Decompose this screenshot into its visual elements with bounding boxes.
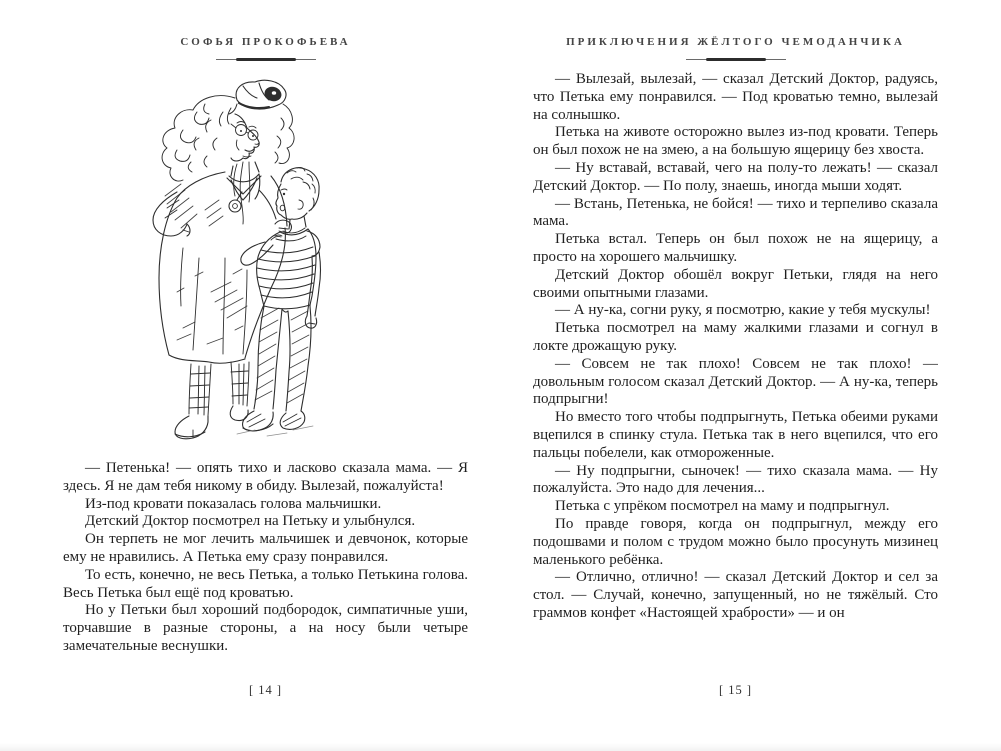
page-15 bbox=[533, 36, 938, 712]
page-number-right: [ 15 ] bbox=[718, 683, 753, 697]
paragraph: — Отлично, отлично! — сказал Детский Доктор и сел за стол. — Случай, конечно, запущенный, но не тяжёлый. Сто граммов конфет «Настоящей храбрости» — и он bbox=[533, 569, 938, 621]
running-head-title: ПРИКЛЮЧЕНИЯ ЖЁЛТОГО ЧЕМОДАНЧИКА bbox=[566, 36, 905, 48]
paragraph: — Ну вставай, вставай, чего на полу-то лежать! — сказал Детский Доктор. — По полу, знаешь, иногда мыши ходят. bbox=[533, 159, 938, 194]
paragraph: Он терпеть не мог лечить мальчишек и девчонок, которые ему не нравились. А Петька ему сразу понравился. bbox=[63, 531, 468, 565]
header-swelled-rule bbox=[686, 57, 786, 62]
left-page-text bbox=[63, 460, 468, 694]
paragraph: — Совсем не так плохо! Совсем не так плохо! — довольным голосом сказал Детский Доктор. — А ну-ка, теперь подпрыгни! bbox=[533, 355, 938, 408]
doctor-figure bbox=[153, 80, 294, 439]
paragraph: — А ну-ка, согни руку, я посмотрю, какие у тебя мускулы! bbox=[555, 302, 931, 319]
right-page-text bbox=[533, 71, 938, 689]
paragraph: — Вылезай, вылезай, — сказал Детский Доктор, радуясь, что Петька ему понравился. — Под кроватью темно, вылезай на солнышко. bbox=[533, 71, 938, 123]
illustration-block bbox=[63, 62, 468, 460]
page-bottom-shade bbox=[0, 743, 1001, 751]
paragraph: Петька посмотрел на маму жалкими глазами и согнул в локте дрожащую руку. bbox=[533, 320, 938, 354]
paragraph: Детский Доктор посмотрел на Петьку и улыбнулся. bbox=[85, 513, 416, 530]
paragraph: Из-под кровати показалась голова мальчишки. bbox=[85, 495, 382, 512]
paragraph: Петька с упрёком посмотрел на маму и подпрыгнул. bbox=[555, 498, 890, 515]
paragraph: Петька на животе осторожно вылез из-под кровати. Теперь он был похож не на змею, а на большую ящерицу без хвоста. bbox=[533, 124, 938, 159]
paragraph: Но у Петьки был хороший подбородок, симпатичные уши, торчавшие в разные стороны, а на носу были четыре замечательные веснушки. bbox=[63, 602, 468, 654]
page-number-left: [ 14 ] bbox=[248, 683, 283, 697]
paragraph: — Петенька! — опять тихо и ласково сказала мама. — Я здесь. Я не дам тебя никому в обиду. Вылезай, пожалуйста! bbox=[63, 460, 468, 494]
doctor-and-boy-illustration bbox=[147, 78, 347, 450]
page-14 bbox=[63, 36, 468, 712]
paragraph: Детский Доктор обошёл вокруг Петьки, глядя на него своими опытными глазами. bbox=[533, 266, 938, 301]
paragraph: — Встань, Петенька, не бойся! — тихо и терпеливо сказала мама. bbox=[533, 195, 938, 230]
paragraph: По правде говоря, когда он подпрыгнул, между его подошвами и полом с трудом можно было просунуть мизинец маленького ребёнка. bbox=[533, 515, 938, 568]
paragraph: Но вместо того чтобы подпрыгнуть, Петька обеими руками вцепился в спинку стула. Петька так в него вцепился, что его пальцы побелели, как отмороженные. bbox=[533, 409, 938, 461]
paragraph: — Ну подпрыгни, сыночек! — тихо сказала мама. — Ну пожалуйста. Это надо для лечения... bbox=[533, 462, 938, 497]
paragraph: Петька встал. Теперь он был похож не на ящерицу, а просто на хорошего мальчишку. bbox=[533, 231, 938, 265]
running-head-author: СОФЬЯ ПРОКОФЬЕВА bbox=[180, 36, 351, 48]
paragraph: То есть, конечно, не весь Петька, а только Петькина голова. Весь Петька был ещё под кроватью. bbox=[63, 566, 468, 601]
boy-figure bbox=[237, 167, 321, 436]
